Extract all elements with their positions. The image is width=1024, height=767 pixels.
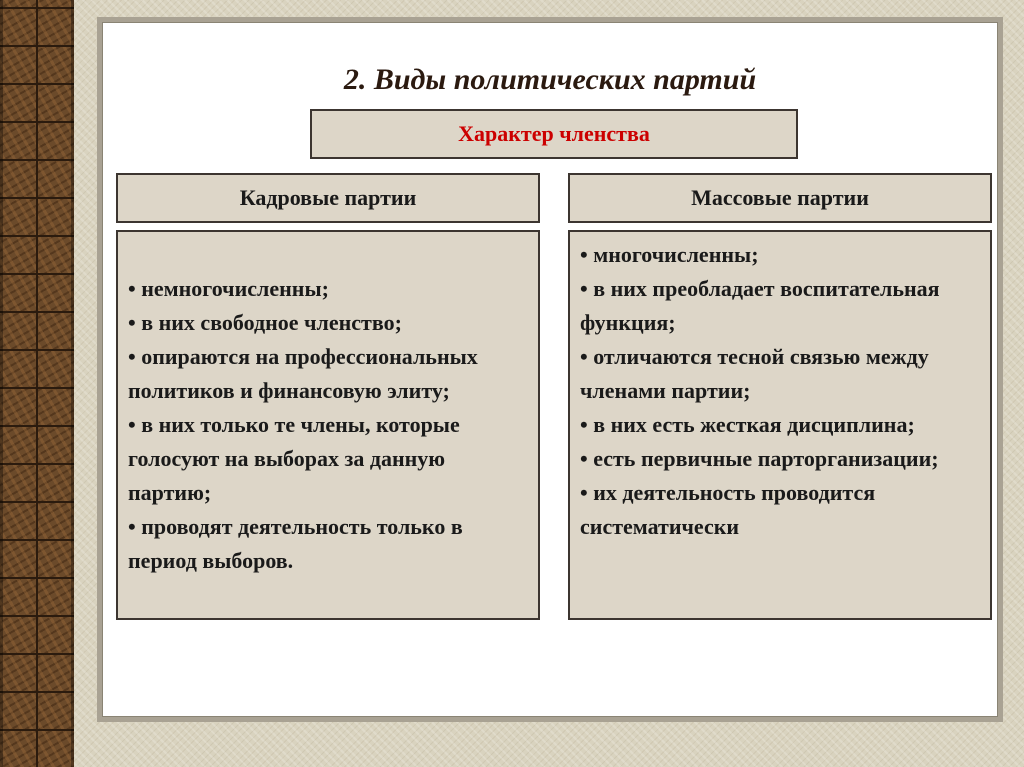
- list-item: • есть первичные парторганизации;: [580, 446, 939, 471]
- mass-parties-heading: Массовые партии: [568, 173, 992, 223]
- cadre-parties-heading: Кадровые партии: [116, 173, 540, 223]
- slide-frame: [97, 17, 1003, 722]
- list-item: • в них свободное членство;: [128, 310, 402, 335]
- list-item: • проводят деятельность только в период выборов.: [128, 514, 463, 573]
- list-item: • многочисленны;: [580, 242, 759, 267]
- slide-title: 2. Виды политических партий: [343, 63, 757, 96]
- mass-parties-list: [568, 230, 992, 620]
- decorative-wood-strip: [0, 0, 74, 767]
- list-item: • в них преобладает воспитательная функция;: [580, 276, 940, 335]
- list-item: • опираются на профессиональных политиков и финансовую элиту;: [128, 344, 478, 403]
- cadre-parties-list: [116, 230, 540, 620]
- list-item: • немногочисленны;: [128, 276, 329, 301]
- list-item: • их деятельность проводится систематически: [580, 480, 876, 539]
- list-item: • в них есть жесткая дисциплина;: [580, 412, 915, 437]
- list-item: • отличаются тесной связью между членами партии;: [580, 344, 929, 403]
- criterion-box: Характер членства: [310, 109, 798, 159]
- list-item: • в них только те члены, которые голосуют на выборах за данную партию;: [128, 412, 460, 505]
- slide: [102, 22, 998, 717]
